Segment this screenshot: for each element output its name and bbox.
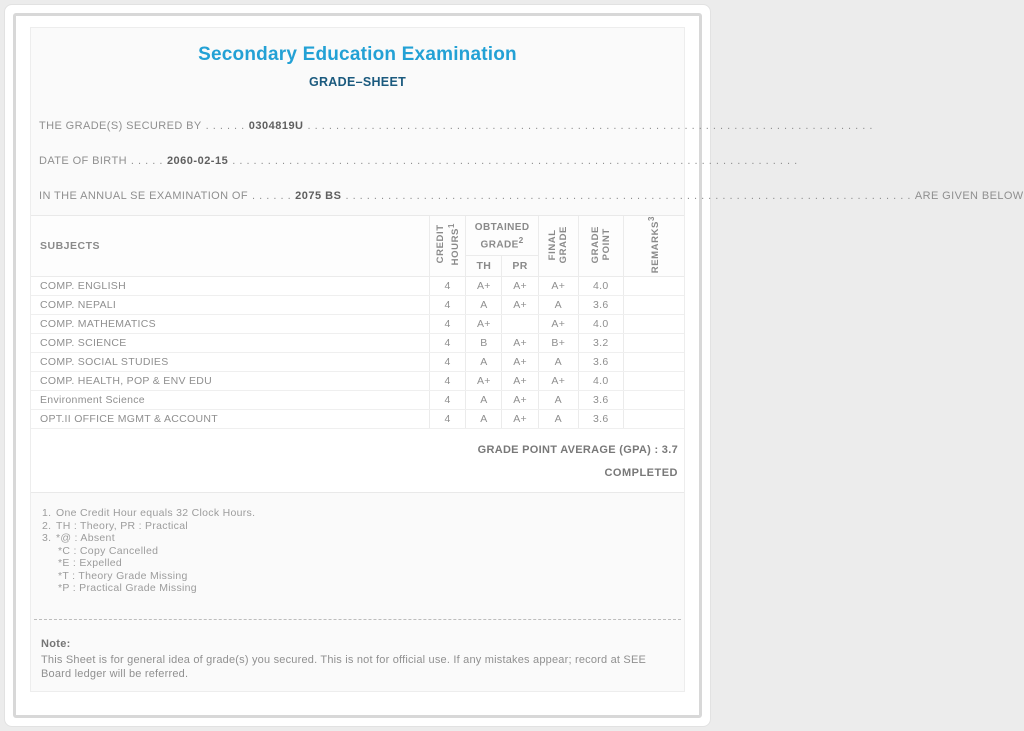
final-grade-cell: A [538,410,578,429]
dot-leader-fill: . . . . . . . . . . . . . . . . . . . . . . . . . . . . . . . . . . . . . . . . . . . . . . . . . . . . . . . . . . . . . . . . . . . . . . . . . . . . . . . . [232,155,798,167]
subject-cell: Environment Science [31,391,429,410]
th-grade-cell: A [466,353,502,372]
credit-cell: 4 [429,353,466,372]
bio-line-grades-secured-by [39,120,873,133]
table-header-pr: PR [502,256,539,277]
table-header-subjects: SUBJECTS [31,216,429,277]
final-grade-cell: A [538,353,578,372]
footnote-number: 1. [42,507,52,520]
bio-label: DATE OF BIRTH [39,155,127,167]
remarks-cell [623,353,684,372]
credit-footnote-ref: 1 [446,223,456,229]
grade-point-cell: 4.0 [578,277,623,296]
th-grade-cell: B [466,334,502,353]
subject-cell: COMP. NEPALI [31,296,429,315]
pr-grade-cell: A+ [502,410,539,429]
bio-line-date-of-birth [39,155,798,168]
pr-grade-cell: A+ [502,391,539,410]
credit-cell: 4 [429,315,466,334]
footnote-subitem: *C : Copy Cancelled [58,544,159,557]
subject-cell: COMP. MATHEMATICS [31,315,429,334]
credit-label-line2: HOURS [449,228,461,266]
final-grade-cell: A [538,391,578,410]
table-header-th: TH [466,256,502,277]
remarks-cell [623,334,684,353]
table-row [31,334,684,353]
footnote-number: 3. [42,532,52,545]
remarks-label: REMARKS [650,221,662,274]
completed-status: COMPLETED [604,467,678,480]
grades-table-body [31,277,684,429]
final-label-line2: GRADE [558,225,570,264]
credit-cell: 4 [429,391,466,410]
bio-line-examination-year [39,190,1024,203]
grades-table-section [31,215,684,493]
table-row [31,277,684,296]
gpa-value-line: GRADE POINT AVERAGE (GPA) : 3.7 [477,444,678,457]
table-row [31,372,684,391]
table-row [31,296,684,315]
remarks-cell [623,372,684,391]
footnote-item [42,507,684,520]
dot-leader-fill: . . . . . . . . . . . . . . . . . . . . . . . . . . . . . . . . . . . . . . . . . . . . . . . . . . . . . . . . . . . . . . . . . . . . . . . . . . . . . . . . [345,190,911,202]
final-grade-cell: A+ [538,315,578,334]
final-grade-cell: A+ [538,372,578,391]
credit-cell: 4 [429,372,466,391]
pr-grade-cell: A+ [502,296,539,315]
page-subtitle: GRADE–SHEET [308,75,407,89]
dot-leader-fill: . . . . . . . . . . . . . . . . . . . . . . . . . . . . . . . . . . . . . . . . . . . . . . . . . . . . . . . . . . . . . . . . . . . . . . . . . . . . . . . . [307,120,873,132]
remarks-cell [623,296,684,315]
footnote-text: TH : Theory, PR : Practical [56,519,188,532]
remarks-cell [623,315,684,334]
th-grade-cell: A [466,391,502,410]
obtained-label-line1: OBTAINED [474,222,530,234]
credit-cell: 4 [429,277,466,296]
grade-point-cell: 3.2 [578,334,623,353]
pr-grade-cell: A+ [502,372,539,391]
subject-cell: COMP. ENGLISH [31,277,429,296]
dot-leader: . . . . . . [205,120,245,132]
footnote-number: 2. [42,519,52,532]
footnote-subitem: *E : Expelled [58,557,123,570]
summary-section [31,429,684,492]
grade-point-label-line1: GRADE [589,225,601,264]
credit-label-line1: CREDIT [434,225,446,265]
remarks-cell [623,277,684,296]
table-header-credit-hours [429,216,466,277]
footnote-item [42,520,684,533]
th-grade-cell: A+ [466,277,502,296]
th-grade-cell: A+ [466,372,502,391]
subject-cell: COMP. SCIENCE [31,334,429,353]
pr-grade-cell: A+ [502,353,539,372]
note-section [31,620,684,681]
final-grade-cell: A [538,296,578,315]
date-of-birth-value: 2060-02-15 [166,155,229,167]
grade-point-cell: 3.6 [578,410,623,429]
remarks-footnote-ref: 3 [647,216,657,221]
table-row [31,353,684,372]
final-grade-cell: A+ [538,277,578,296]
credit-cell: 4 [429,334,466,353]
obtained-label-line2: GRADE [480,239,519,251]
grade-point-cell: 4.0 [578,372,623,391]
credit-cell: 4 [429,296,466,315]
page-title: Secondary Education Examination [198,44,517,65]
bio-label: IN THE ANNUAL SE EXAMINATION OF [39,190,249,202]
footnotes-section [31,507,684,595]
footnote-text: *@ : Absent [56,532,115,545]
remarks-cell [623,410,684,429]
th-grade-cell: A+ [466,315,502,334]
note-body: This Sheet is for general idea of grade(s) you secured. This is not for official use. If any mistakes appear; record at SEE Board ledger will be referred. [41,653,647,680]
footnote-subitem: *T : Theory Grade Missing [58,569,188,582]
grade-point-cell: 3.6 [578,391,623,410]
pr-grade-cell: A+ [502,334,539,353]
grade-sheet-panel [30,27,1024,692]
credit-cell: 4 [429,410,466,429]
table-row [31,410,684,429]
grade-point-cell: 3.6 [578,353,623,372]
pr-grade-cell [502,315,539,334]
sheet-card [4,4,1024,727]
table-header-grade-point [578,216,623,277]
grades-table [31,216,684,429]
th-grade-cell: A [466,296,502,315]
examination-year-value: 2075 BS [295,190,342,202]
note-title: Note: [41,637,71,650]
final-label-line1: FINAL [547,229,559,261]
table-row [31,391,684,410]
subject-cell: OPT.II OFFICE MGMT & ACCOUNT [31,410,429,429]
final-grade-cell: B+ [538,334,578,353]
subject-cell: COMP. SOCIAL STUDIES [31,353,429,372]
candidate-info-section [31,120,1024,203]
inner-frame-border [13,13,1024,718]
footnote-item [42,532,684,545]
grade-point-cell: 3.6 [578,296,623,315]
grade-point-label-line2: POINT [600,228,612,261]
remarks-cell [623,391,684,410]
table-header-obtained-grade [466,216,538,256]
subject-cell: COMP. HEALTH, POP & ENV EDU [31,372,429,391]
dot-leader: . . . . . . [252,190,292,202]
footnote-subitem: *P : Practical Grade Missing [58,582,197,595]
table-row [31,315,684,334]
grade-point-cell: 4.0 [578,315,623,334]
obtained-footnote-ref: 2 [518,235,524,246]
th-grade-cell: A [466,410,502,429]
table-header-remarks [623,216,684,277]
dot-leader: . . . . . [130,155,163,167]
bio-label: THE GRADE(S) SECURED BY [39,120,202,132]
table-header-final-grade [538,216,578,277]
pr-grade-cell: A+ [502,277,539,296]
symbol-number-value: 0304819U [248,120,304,132]
are-given-below-label: ARE GIVEN BELOW [914,190,1024,202]
footnote-text: One Credit Hour equals 32 Clock Hours. [56,507,256,520]
